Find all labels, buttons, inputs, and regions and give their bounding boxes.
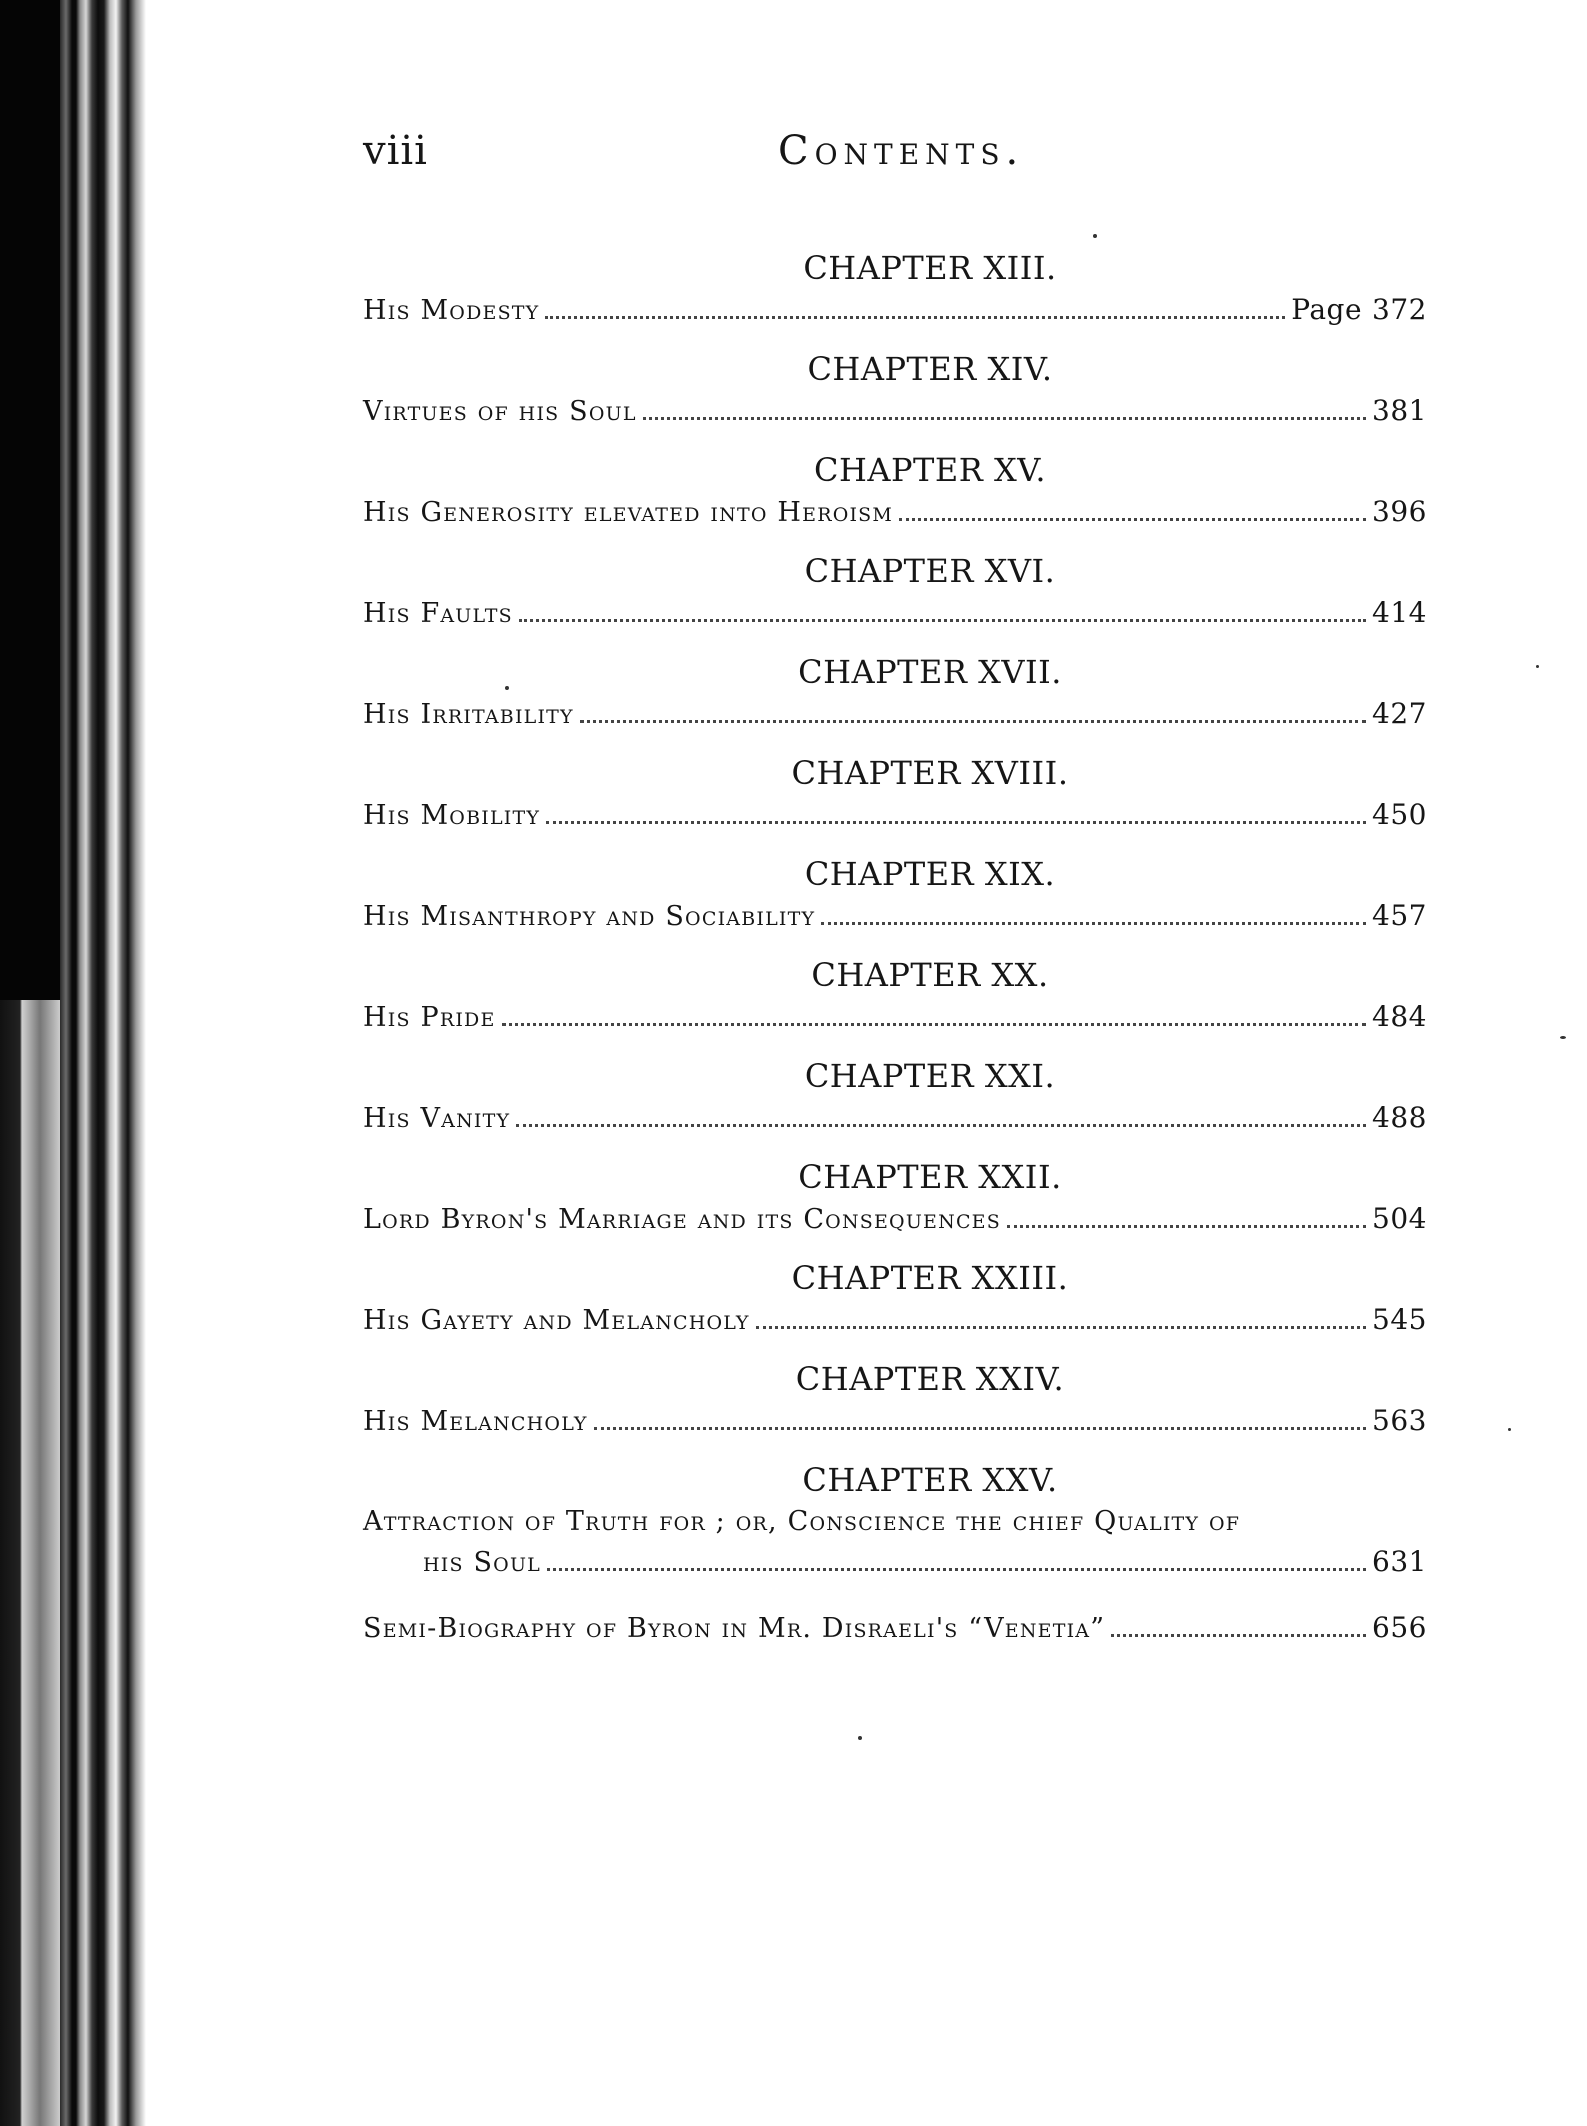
page-number: 631 [1372, 1545, 1427, 1578]
dot-leader [580, 720, 1366, 723]
dot-leader [516, 1124, 1366, 1127]
page-number: 381 [1372, 394, 1427, 427]
dot-leader [821, 922, 1366, 925]
toc-appendix-entry[interactable] [363, 1608, 1427, 1648]
dot-leader [756, 1326, 1366, 1329]
toc-chapter-18 [363, 751, 1427, 852]
entry-title: His Generosity elevated into Heroism [363, 497, 894, 528]
chapter-heading: CHAPTER XXIII. [791, 1259, 1069, 1297]
page-number: 372 [1372, 293, 1427, 326]
toc-entry[interactable] [363, 1401, 1427, 1441]
toc-chapter-21 [363, 1054, 1427, 1155]
entry-title: His Misanthropy and Sociability [363, 901, 816, 932]
chapter-heading: CHAPTER XVIII. [791, 754, 1069, 792]
toc-chapter-24 [363, 1357, 1427, 1458]
toc-entry[interactable] [363, 492, 1427, 532]
toc-chapter-22 [363, 1155, 1427, 1256]
toc-entry[interactable] [363, 1199, 1427, 1239]
dot-leader [899, 518, 1366, 521]
chapter-heading: CHAPTER XV. [814, 451, 1046, 489]
chapter-heading: CHAPTER XVI. [804, 552, 1056, 590]
toc-entry[interactable] [363, 1098, 1427, 1138]
page-number: 504 [1372, 1202, 1427, 1235]
page-number: 563 [1372, 1404, 1427, 1437]
dot-leader [594, 1427, 1366, 1430]
page-number: 450 [1372, 798, 1427, 831]
toc-chapter-20 [363, 953, 1427, 1054]
entry-title: His Melancholy [363, 1406, 588, 1437]
chapter-heading: CHAPTER XXV. [802, 1461, 1058, 1499]
entry-title: Semi-Biography of Byron in Mr. Disraeli's “Venetia” [363, 1613, 1106, 1644]
dot-leader [502, 1023, 1367, 1026]
dot-leader [545, 316, 1285, 319]
chapter-heading: CHAPTER XVII. [798, 653, 1062, 691]
toc-entry[interactable] [363, 290, 1427, 330]
page-prefix: Page [1291, 293, 1363, 326]
toc-chapter-14 [363, 347, 1427, 448]
entry-title: Lord Byron's Marriage and its Consequences [363, 1204, 1001, 1235]
toc-chapter-19 [363, 852, 1427, 953]
entry-title-line-2: his Soul [423, 1547, 541, 1578]
dot-leader [547, 1568, 1366, 1571]
page-number: 457 [1372, 899, 1427, 932]
page-number: 656 [1372, 1611, 1427, 1644]
entry-title: His Faults [363, 598, 513, 629]
toc-entry[interactable] [363, 997, 1427, 1037]
entry-title: His Gayety and Melancholy [363, 1305, 750, 1336]
chapter-heading: CHAPTER XXII. [798, 1158, 1062, 1196]
page-number: 414 [1372, 596, 1427, 629]
dot-leader [1111, 1634, 1366, 1637]
toc-chapter-15 [363, 448, 1427, 549]
page-number: 396 [1372, 495, 1427, 528]
entry-title: His Irritability [363, 699, 574, 730]
dot-leader [519, 619, 1366, 622]
entry-title: Virtues of his Soul [363, 396, 637, 427]
entry-title: His Pride [363, 1002, 496, 1033]
chapter-heading: CHAPTER XX. [811, 956, 1049, 994]
toc-chapter-17 [363, 650, 1427, 751]
page-number: 484 [1372, 1000, 1427, 1033]
toc-chapter-13 [363, 246, 1427, 347]
toc-entry[interactable] [363, 795, 1427, 835]
page-number: 488 [1372, 1101, 1427, 1134]
entry-title-line-1[interactable]: Attraction of Truth for ; or, Conscience the chief Quality of [363, 1506, 1241, 1537]
toc-chapter-25 [363, 1458, 1427, 1608]
toc-chapter-16 [363, 549, 1427, 650]
page-number: 427 [1372, 697, 1427, 730]
dot-leader [643, 417, 1366, 420]
toc-entry[interactable] [363, 694, 1427, 734]
running-title: Contents. [778, 128, 1025, 174]
chapter-heading: CHAPTER XIV. [807, 350, 1053, 388]
toc-chapter-23 [363, 1256, 1427, 1357]
toc-entry[interactable] [363, 1300, 1427, 1340]
toc-entry[interactable] [363, 896, 1427, 936]
entry-title: His Vanity [363, 1103, 511, 1134]
chapter-heading: CHAPTER XIII. [803, 249, 1057, 287]
dot-leader [1007, 1225, 1366, 1228]
dot-leader [546, 821, 1366, 824]
chapter-heading: CHAPTER XXIV. [795, 1360, 1065, 1398]
toc-entry[interactable] [363, 1542, 1427, 1582]
toc-entry[interactable] [363, 391, 1427, 431]
chapter-heading: CHAPTER XXI. [804, 1057, 1056, 1095]
entry-title: His Mobility [363, 800, 541, 831]
entry-title: His Modesty [363, 295, 540, 326]
page-number: 545 [1372, 1303, 1427, 1336]
page-folio: viii [363, 128, 428, 174]
chapter-heading: CHAPTER XIX. [804, 855, 1056, 893]
table-of-contents [363, 246, 1427, 1648]
toc-entry[interactable] [363, 593, 1427, 633]
